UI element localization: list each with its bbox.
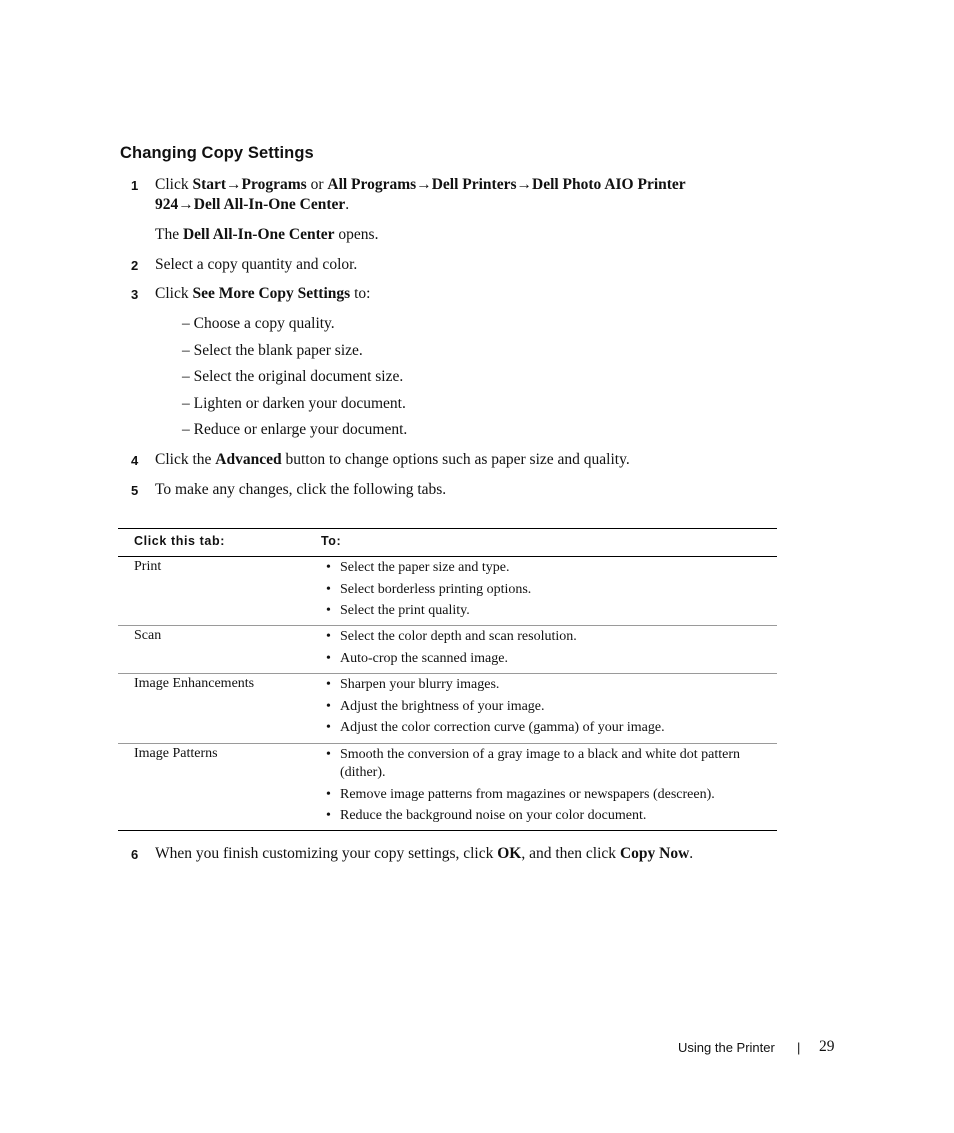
list-item: • Select the paper size and type. — [324, 559, 764, 577]
list-item: • Adjust the brightness of your image. — [324, 698, 764, 716]
list-item: • Remove image patterns from magazines or newspapers (descreen). — [324, 786, 764, 804]
tab-name: Image Enhancements — [134, 676, 255, 691]
list-item: • Smooth the conversion of a gray image to a black and white dot pattern (dither). — [324, 746, 764, 782]
text: Click the — [155, 451, 216, 468]
table-row — [118, 674, 777, 744]
sub-item: – Select the blank paper size. — [182, 342, 363, 359]
sub-item: – Choose a copy quality. — [182, 315, 335, 332]
menu-all-in-one-center: Dell All-In-One Center — [193, 196, 346, 213]
step-number: 4 — [131, 453, 139, 468]
bullet-list — [324, 628, 764, 671]
copy-now-label: Copy Now — [619, 845, 690, 862]
step-2-text: Select a copy quantity and color. — [155, 256, 358, 273]
step-5-text: To make any changes, click the following tabs. — [155, 481, 447, 498]
step-number: 6 — [131, 847, 139, 862]
column-header-to: To: — [321, 534, 342, 548]
list-item: • Auto-crop the scanned image. — [324, 650, 764, 668]
ok-label: OK — [497, 845, 522, 862]
arrow-icon: → — [516, 176, 532, 193]
menu-dell-photo-aio: Dell Photo AIO Printer — [532, 176, 686, 193]
text: or — [306, 176, 328, 193]
step-number: 1 — [131, 178, 139, 193]
text: to: — [350, 285, 371, 302]
sub-item: – Lighten or darken your document. — [182, 395, 406, 412]
page-number: 29 — [819, 1038, 835, 1055]
text: Click — [155, 285, 193, 302]
step-6-line — [155, 845, 693, 863]
section-heading: Changing Copy Settings — [120, 144, 314, 162]
menu-start: Start — [192, 176, 227, 193]
arrow-icon: → — [416, 176, 432, 193]
step-1-result — [155, 226, 378, 244]
bullet-list — [324, 676, 764, 741]
sub-item: – Select the original document size. — [182, 368, 404, 385]
list-item: • Adjust the color correction curve (gamma) of your image. — [324, 719, 764, 737]
step-4-line — [155, 451, 630, 469]
menu-dell-printers: Dell Printers — [431, 176, 517, 193]
text: Click — [155, 176, 193, 193]
tab-name: Image Patterns — [134, 746, 218, 761]
text: . — [689, 845, 694, 862]
column-header-tab: Click this tab: — [134, 534, 225, 548]
table-row — [118, 744, 777, 830]
step-number: 5 — [131, 483, 139, 498]
step-3-line — [155, 285, 370, 303]
text: The — [155, 226, 183, 243]
arrow-icon: → — [226, 176, 242, 193]
menu-programs: Programs — [241, 176, 307, 193]
tab-name: Print — [134, 559, 162, 574]
step-number: 2 — [131, 258, 139, 273]
sub-item: – Reduce or enlarge your document. — [182, 421, 408, 438]
app-name: Dell All-In-One Center — [182, 226, 335, 243]
list-item: • Select borderless printing options. — [324, 581, 764, 599]
step-1-line-1 — [155, 176, 686, 194]
text: . — [345, 196, 350, 213]
text: opens. — [334, 226, 379, 243]
model-number: 924 — [155, 196, 179, 213]
tab-name: Scan — [134, 628, 162, 643]
bullet-list — [324, 559, 764, 624]
table-row — [118, 557, 777, 626]
table-header — [118, 529, 777, 557]
arrow-icon: → — [178, 196, 194, 213]
advanced-button-label: Advanced — [215, 451, 282, 468]
list-item: • Sharpen your blurry images. — [324, 676, 764, 694]
text: button to change options such as paper size and quality. — [281, 451, 630, 468]
list-item: • Select the color depth and scan resolution. — [324, 628, 764, 646]
text: , and then click — [521, 845, 620, 862]
footer-section-title: Using the Printer — [678, 1040, 775, 1055]
see-more-copy-settings: See More Copy Settings — [192, 285, 351, 302]
text: When you finish customizing your copy settings, click — [155, 845, 498, 862]
step-number: 3 — [131, 287, 139, 302]
step-1-line-2 — [155, 196, 349, 214]
bullet-list — [324, 746, 764, 829]
menu-all-programs: All Programs — [327, 176, 417, 193]
table-row — [118, 626, 777, 674]
tabs-table — [118, 528, 777, 831]
list-item: • Reduce the background noise on your color document. — [324, 807, 764, 825]
footer-separator: | — [797, 1040, 801, 1055]
list-item: • Select the print quality. — [324, 602, 764, 620]
